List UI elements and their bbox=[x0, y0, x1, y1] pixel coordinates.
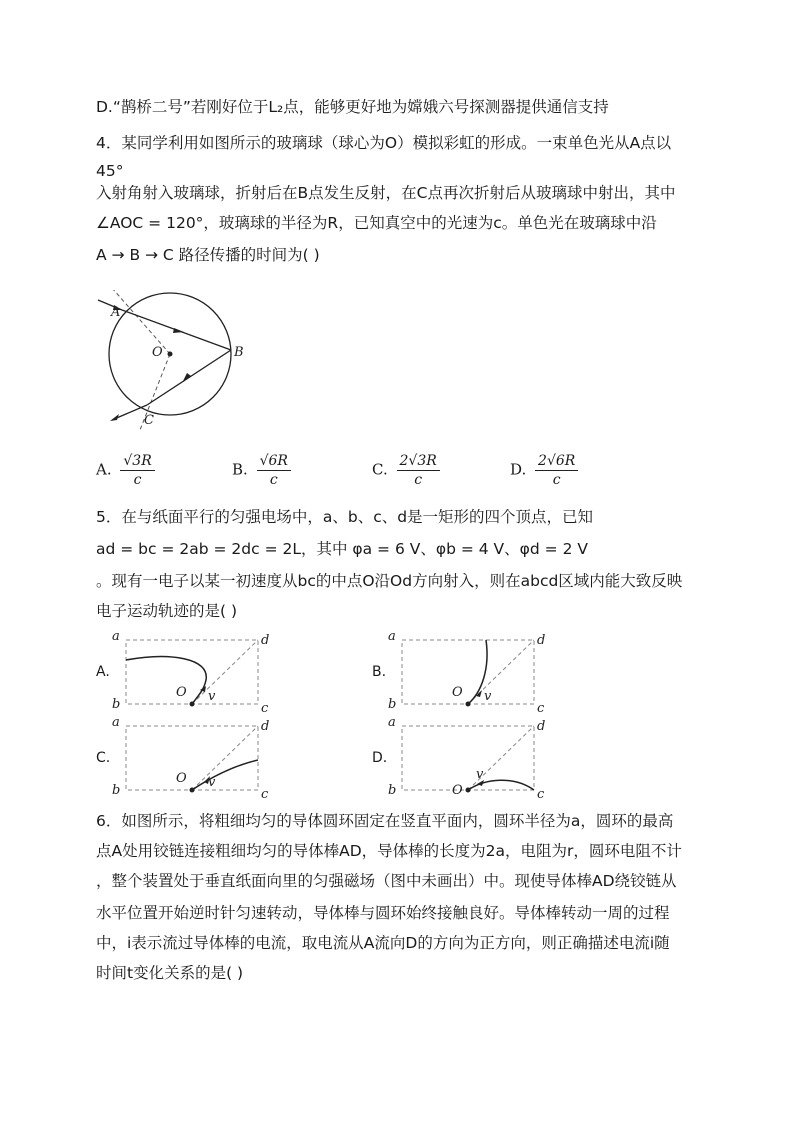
svg-text:O: O bbox=[176, 771, 187, 786]
svg-text:d: d bbox=[537, 633, 546, 648]
label-a: A bbox=[111, 305, 121, 320]
q5-text-line-4: 电子运动轨迹的是( ) bbox=[96, 602, 238, 620]
svg-text:b: b bbox=[388, 783, 397, 798]
svg-text:d: d bbox=[261, 633, 270, 648]
q4-glass-sphere-figure bbox=[92, 290, 252, 430]
q3-option-d: D.“鹊桥二号”若刚好位于L₂点，能够更好地为嫦娥六号探测器提供通信支持 bbox=[96, 98, 609, 116]
svg-text:a: a bbox=[112, 715, 120, 730]
q4-text-line-4: ∠AOC = 120°，玻璃球的半径为R，已知真空中的光速为c。单色光在玻璃球中沿 bbox=[96, 214, 657, 232]
svg-text:c: c bbox=[261, 787, 269, 800]
q4-option-c[interactable]: C. $\frac{2√3R}{c}$ bbox=[372, 452, 440, 489]
label-o: O bbox=[152, 345, 163, 360]
q5-option-c-label[interactable]: C. bbox=[96, 750, 111, 766]
svg-text:O: O bbox=[176, 685, 187, 700]
q5-text-line-2: ad = bc = 2ab = 2dc = 2L，其中 φa = 6 V、φb = 4 V、φd = 2 V bbox=[96, 540, 588, 558]
q6-text-line-2: 点A处用铰链连接粗细均匀的导体棒AD，导体棒的长度为2a，电阻为r，圆环电阻不计 bbox=[96, 842, 682, 860]
svg-text:b: b bbox=[388, 697, 397, 712]
svg-text:c: c bbox=[261, 701, 269, 714]
svg-text:O: O bbox=[452, 685, 463, 700]
q4-text-line-1: 4．某同学利用如图所示的玻璃球（球心为O）模拟彩虹的形成。一束单色光从A点以 bbox=[96, 134, 672, 152]
q5-option-d-label[interactable]: D. bbox=[372, 750, 388, 766]
q4-text-line-5: A → B → C 路径传播的时间为( ) bbox=[96, 246, 320, 264]
label-b: B bbox=[234, 345, 244, 360]
svg-text:v: v bbox=[476, 767, 484, 782]
q5-text-line-1: 5．在与纸面平行的匀强电场中，a、b、c、d是一矩形的四个顶点，已知 bbox=[96, 508, 594, 526]
q4-option-d[interactable]: D. $\frac{2√6R}{c}$ bbox=[510, 452, 578, 489]
svg-text:b: b bbox=[112, 697, 121, 712]
q4-text-line-2: 45° bbox=[96, 162, 124, 180]
center-point bbox=[168, 352, 173, 357]
svg-text:v: v bbox=[484, 689, 492, 704]
svg-text:a: a bbox=[388, 629, 396, 644]
svg-text:v: v bbox=[208, 689, 216, 704]
svg-text:a: a bbox=[112, 629, 120, 644]
svg-text:c: c bbox=[537, 787, 545, 800]
svg-text:c: c bbox=[537, 701, 545, 714]
label-c: C bbox=[144, 413, 154, 428]
q5-option-c-diagram[interactable] bbox=[110, 714, 280, 800]
q6-text-line-3: ，整个装置处于垂直纸面向里的匀强磁场（图中未画出）中。现使导体棒AD绕铰链从 bbox=[96, 872, 677, 890]
svg-text:d: d bbox=[261, 719, 270, 734]
q5-option-a-diagram[interactable] bbox=[110, 628, 280, 714]
q6-text-line-6: 时间t变化关系的是( ) bbox=[96, 964, 244, 982]
svg-text:O: O bbox=[452, 783, 463, 798]
q4-text-line-3: 入射角射入玻璃球，折射后在B点发生反射，在C点再次折射后从玻璃球中射出，其中 bbox=[96, 184, 676, 202]
q5-option-a-label[interactable]: A. bbox=[96, 664, 110, 680]
q5-text-line-3: 。现有一电子以某一初速度从bc的中点O沿Od方向射入，则在abcd区域内能大致反映 bbox=[96, 572, 683, 590]
svg-text:b: b bbox=[112, 783, 121, 798]
q6-text-line-1: 6．如图所示，将粗细均匀的导体圆环固定在竖直平面内，圆环半径为a，圆环的最高 bbox=[96, 812, 674, 830]
svg-text:v: v bbox=[208, 775, 216, 790]
q4-option-b[interactable]: B. $\frac{√6R}{c}$ bbox=[232, 452, 291, 489]
q4-option-a[interactable]: A. $\frac{√3R}{c}$ bbox=[96, 452, 155, 489]
q5-option-d-diagram[interactable] bbox=[386, 714, 556, 800]
svg-text:a: a bbox=[388, 715, 396, 730]
q5-option-b-diagram[interactable] bbox=[386, 628, 556, 714]
q5-option-b-label[interactable]: B. bbox=[372, 664, 387, 680]
svg-text:d: d bbox=[537, 719, 546, 734]
q6-text-line-5: 中，i表示流过导体棒的电流，取电流从A流向D的方向为正方向，则正确描述电流i随 bbox=[96, 934, 670, 952]
q6-text-line-4: 水平位置开始逆时针匀速转动，导体棒与圆环始终接触良好。导体棒转动一周的过程 bbox=[96, 904, 670, 922]
